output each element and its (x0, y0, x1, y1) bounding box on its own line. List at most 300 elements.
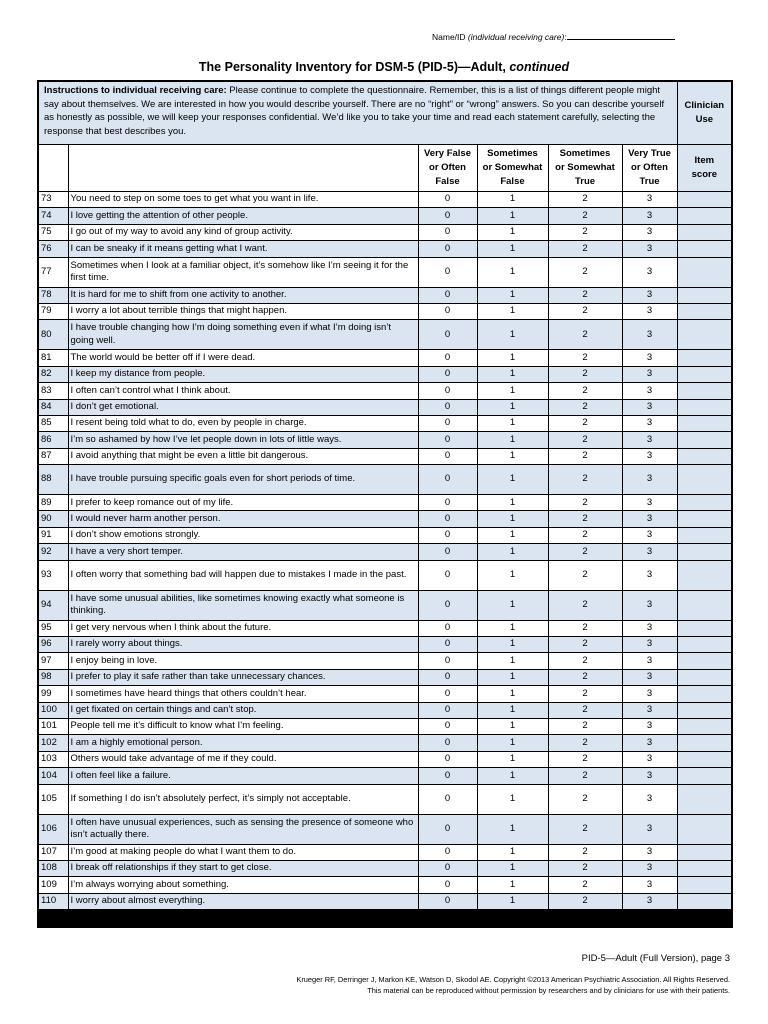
response-option-very-true[interactable]: 3 (622, 620, 677, 636)
response-option-very-false[interactable]: 0 (418, 241, 477, 257)
item-number: 98 (38, 669, 68, 685)
item-number: 76 (38, 241, 68, 257)
item-score-cell[interactable] (677, 192, 732, 208)
response-option-very-true[interactable]: 3 (622, 653, 677, 669)
item-text: If something I do isn’t absolutely perfect, it’s simply not acceptable. (68, 784, 418, 814)
item-score-cell[interactable] (677, 702, 732, 718)
table-row (38, 350, 732, 366)
item-text: I am a highly emotional person. (68, 735, 418, 751)
response-option-very-true[interactable]: 3 (622, 192, 677, 208)
item-number: 81 (38, 350, 68, 366)
item-score-line1: Item (694, 155, 715, 166)
table-row (38, 303, 732, 319)
item-score-cell[interactable] (677, 465, 732, 495)
response-option-very-true[interactable]: 3 (622, 590, 677, 620)
response-option-very-true[interactable]: 3 (622, 686, 677, 702)
item-text: I keep my distance from people. (68, 366, 418, 382)
response-option-very-true[interactable]: 3 (622, 366, 677, 382)
response-option-very-false[interactable]: 0 (418, 893, 477, 909)
response-option-very-false[interactable]: 0 (418, 560, 477, 590)
item-number: 109 (38, 877, 68, 893)
item-number: 83 (38, 383, 68, 399)
response-option-very-false[interactable]: 0 (418, 527, 477, 543)
table-row (38, 287, 732, 303)
col0-l3: False (435, 176, 460, 187)
response-option-somewhat-true[interactable]: 2 (548, 544, 622, 560)
response-option-somewhat-false[interactable]: 1 (477, 784, 548, 814)
response-option-somewhat-true[interactable]: 2 (548, 560, 622, 590)
response-option-very-true[interactable]: 3 (622, 860, 677, 876)
response-option-very-false[interactable]: 0 (418, 751, 477, 767)
response-option-very-false[interactable]: 0 (418, 718, 477, 734)
response-option-somewhat-true[interactable]: 2 (548, 527, 622, 543)
response-option-somewhat-false[interactable]: 1 (477, 893, 548, 909)
item-text: I prefer to play it safe rather than take unnecessary chances. (68, 669, 418, 685)
table-row (38, 383, 732, 399)
table-row (38, 241, 732, 257)
response-option-somewhat-true[interactable]: 2 (548, 366, 622, 382)
response-option-somewhat-false[interactable]: 1 (477, 303, 548, 319)
response-option-somewhat-false[interactable]: 1 (477, 192, 548, 208)
response-option-very-true[interactable]: 3 (622, 465, 677, 495)
response-option-very-true[interactable]: 3 (622, 527, 677, 543)
response-option-very-false[interactable]: 0 (418, 702, 477, 718)
table-row (38, 224, 732, 240)
table-row (38, 751, 732, 767)
response-option-very-true[interactable]: 3 (622, 287, 677, 303)
response-option-somewhat-false[interactable]: 1 (477, 511, 548, 527)
page-footer-label: PID-5—Adult (Full Version), page 3 (581, 953, 730, 964)
instructions-label: Instructions to individual receiving care: (44, 85, 227, 96)
item-text: I prefer to keep romance out of my life. (68, 495, 418, 511)
col3-l1: Very True (628, 148, 671, 159)
name-id-blank-line[interactable] (567, 30, 675, 40)
item-text: Sometimes when I look at a familiar object, it’s somehow like I’m seeing it for the first time. (68, 257, 418, 287)
instructions-box (38, 81, 677, 145)
item-text: I have trouble changing how I’m doing something even if what I’m doing isn’t going well. (68, 320, 418, 350)
response-option-very-false[interactable]: 0 (418, 653, 477, 669)
item-score-cell[interactable] (677, 877, 732, 893)
response-option-somewhat-true[interactable]: 2 (548, 751, 622, 767)
response-option-very-true[interactable]: 3 (622, 432, 677, 448)
name-id-italic: (individual receiving care) (467, 32, 565, 42)
col0-l2: or Often (429, 162, 466, 173)
response-option-very-true[interactable]: 3 (622, 814, 677, 844)
item-score-cell[interactable] (677, 366, 732, 382)
response-option-somewhat-true[interactable]: 2 (548, 590, 622, 620)
item-number: 96 (38, 637, 68, 653)
table-row (38, 366, 732, 382)
response-option-very-true[interactable]: 3 (622, 702, 677, 718)
item-score-cell[interactable] (677, 860, 732, 876)
response-option-somewhat-false[interactable]: 1 (477, 287, 548, 303)
response-option-somewhat-false[interactable]: 1 (477, 495, 548, 511)
response-option-somewhat-false[interactable]: 1 (477, 751, 548, 767)
response-option-very-true[interactable]: 3 (622, 303, 677, 319)
name-id-colon: : (564, 32, 567, 42)
response-option-somewhat-false[interactable]: 1 (477, 350, 548, 366)
item-text: I have some unusual abilities, like sometimes knowing exactly what someone is thinking. (68, 590, 418, 620)
response-option-very-false[interactable]: 0 (418, 686, 477, 702)
col1-l1: Sometimes (487, 148, 538, 159)
response-option-somewhat-true[interactable]: 2 (548, 495, 622, 511)
item-text: I break off relationships if they start to get close. (68, 860, 418, 876)
table-row (38, 637, 732, 653)
response-option-somewhat-true[interactable]: 2 (548, 287, 622, 303)
response-option-very-true[interactable]: 3 (622, 560, 677, 590)
response-option-very-true[interactable]: 3 (622, 637, 677, 653)
item-score-cell[interactable] (677, 560, 732, 590)
response-option-somewhat-true[interactable]: 2 (548, 814, 622, 844)
item-score-cell[interactable] (677, 448, 732, 464)
response-option-somewhat-false[interactable]: 1 (477, 877, 548, 893)
title-main: The Personality Inventory for DSM-5 (PID-5)—Adult, (198, 60, 510, 74)
response-option-somewhat-true[interactable]: 2 (548, 653, 622, 669)
item-number: 89 (38, 495, 68, 511)
response-option-somewhat-false[interactable]: 1 (477, 448, 548, 464)
item-score-cell[interactable] (677, 495, 732, 511)
item-number: 88 (38, 465, 68, 495)
item-score-cell[interactable] (677, 844, 732, 860)
response-option-somewhat-true[interactable]: 2 (548, 860, 622, 876)
response-option-somewhat-false[interactable]: 1 (477, 735, 548, 751)
item-number: 86 (38, 432, 68, 448)
response-option-somewhat-true[interactable]: 2 (548, 877, 622, 893)
response-option-somewhat-true[interactable]: 2 (548, 399, 622, 415)
col0-l1: Very False (423, 148, 471, 159)
response-option-somewhat-true[interactable]: 2 (548, 702, 622, 718)
response-option-very-false[interactable]: 0 (418, 415, 477, 431)
response-option-very-true[interactable]: 3 (622, 784, 677, 814)
item-score-cell[interactable] (677, 669, 732, 685)
item-score-cell[interactable] (677, 893, 732, 909)
response-option-very-false[interactable]: 0 (418, 399, 477, 415)
response-option-somewhat-false[interactable]: 1 (477, 718, 548, 734)
table-row (38, 192, 732, 208)
item-number: 106 (38, 814, 68, 844)
item-score-cell[interactable] (677, 735, 732, 751)
table-row (38, 784, 732, 814)
item-number: 92 (38, 544, 68, 560)
item-score-cell[interactable] (677, 784, 732, 814)
response-option-somewhat-false[interactable]: 1 (477, 768, 548, 784)
response-option-very-false[interactable]: 0 (418, 257, 477, 287)
response-option-very-false[interactable]: 0 (418, 814, 477, 844)
response-option-somewhat-true[interactable]: 2 (548, 383, 622, 399)
response-option-very-false[interactable]: 0 (418, 784, 477, 814)
instructions-text: Please continue to complete the questionnaire. Remember, this is a list of things different people might say about themselves. We are interested in how you would describe yourself. There are no “right” or “wrong” answers. So you can describe yourself as honestly as possible, we will keep your responses confidential. We’d like you to take your time and read each statement carefully, selecting the response that best describes you. (44, 85, 665, 137)
response-option-somewhat-false[interactable]: 1 (477, 620, 548, 636)
response-option-very-false[interactable]: 0 (418, 860, 477, 876)
response-option-very-true[interactable]: 3 (622, 877, 677, 893)
response-option-very-false[interactable]: 0 (418, 735, 477, 751)
inventory-table (37, 80, 733, 928)
item-text: I often feel like a failure. (68, 768, 418, 784)
item-number: 95 (38, 620, 68, 636)
copyright-text: Krueger RF, Derringer J, Markon KE, Watson D, Skodol AE. Copyright ©2013 American Psychiatric Association. All Rights Reserved. (296, 975, 730, 984)
item-score-cell[interactable] (677, 415, 732, 431)
response-option-very-false[interactable]: 0 (418, 544, 477, 560)
response-option-very-false[interactable]: 0 (418, 208, 477, 224)
item-text: You need to step on some toes to get what you want in life. (68, 192, 418, 208)
response-option-somewhat-true[interactable]: 2 (548, 768, 622, 784)
response-option-somewhat-false[interactable]: 1 (477, 590, 548, 620)
response-option-somewhat-false[interactable]: 1 (477, 257, 548, 287)
response-option-very-true[interactable]: 3 (622, 257, 677, 287)
item-text: I often have unusual experiences, such as sensing the presence of someone who isn’t actually there. (68, 814, 418, 844)
item-score-cell[interactable] (677, 287, 732, 303)
response-option-very-false[interactable]: 0 (418, 511, 477, 527)
response-option-somewhat-true[interactable]: 2 (548, 415, 622, 431)
item-number: 102 (38, 735, 68, 751)
item-number: 110 (38, 893, 68, 909)
table-row (38, 844, 732, 860)
response-option-somewhat-false[interactable]: 1 (477, 366, 548, 382)
item-score-cell[interactable] (677, 350, 732, 366)
response-option-somewhat-false[interactable]: 1 (477, 241, 548, 257)
response-option-somewhat-false[interactable]: 1 (477, 224, 548, 240)
response-option-somewhat-false[interactable]: 1 (477, 637, 548, 653)
table-row (38, 495, 732, 511)
header-blank-text (68, 145, 418, 192)
item-score-cell[interactable] (677, 527, 732, 543)
item-text: I avoid anything that might be even a little bit dangerous. (68, 448, 418, 464)
col-header-somewhat-true (548, 145, 622, 192)
copyright-block (296, 974, 730, 996)
item-number: 107 (38, 844, 68, 860)
response-option-very-false[interactable]: 0 (418, 303, 477, 319)
item-score-cell[interactable] (677, 768, 732, 784)
response-option-very-false[interactable]: 0 (418, 590, 477, 620)
response-option-very-true[interactable]: 3 (622, 208, 677, 224)
response-option-somewhat-true[interactable]: 2 (548, 637, 622, 653)
item-number: 73 (38, 192, 68, 208)
clinician-use-line1: Clinician (684, 100, 725, 111)
response-option-very-false[interactable]: 0 (418, 350, 477, 366)
page-title (0, 60, 768, 74)
response-option-very-false[interactable]: 0 (418, 432, 477, 448)
response-option-very-false[interactable]: 0 (418, 844, 477, 860)
item-score-cell[interactable] (677, 241, 732, 257)
item-text: I can be sneaky if it means getting what I want. (68, 241, 418, 257)
response-option-very-true[interactable]: 3 (622, 399, 677, 415)
response-option-somewhat-true[interactable]: 2 (548, 465, 622, 495)
item-score-cell[interactable] (677, 257, 732, 287)
item-number: 75 (38, 224, 68, 240)
table-row (38, 893, 732, 909)
response-option-somewhat-false[interactable]: 1 (477, 527, 548, 543)
table-row (38, 544, 732, 560)
response-option-somewhat-true[interactable]: 2 (548, 844, 622, 860)
table-row (38, 432, 732, 448)
name-id-field (432, 30, 675, 42)
response-option-somewhat-false[interactable]: 1 (477, 432, 548, 448)
response-option-somewhat-false[interactable]: 1 (477, 383, 548, 399)
item-score-cell[interactable] (677, 320, 732, 350)
item-score-cell[interactable] (677, 544, 732, 560)
response-option-somewhat-false[interactable]: 1 (477, 399, 548, 415)
response-option-somewhat-false[interactable]: 1 (477, 544, 548, 560)
response-option-very-false[interactable]: 0 (418, 287, 477, 303)
response-option-somewhat-false[interactable]: 1 (477, 208, 548, 224)
item-text: I don’t show emotions strongly. (68, 527, 418, 543)
item-text: I resent being told what to do, even by people in charge. (68, 415, 418, 431)
table-row (38, 653, 732, 669)
response-option-very-false[interactable]: 0 (418, 224, 477, 240)
response-option-somewhat-true[interactable]: 2 (548, 303, 622, 319)
response-option-somewhat-false[interactable]: 1 (477, 814, 548, 844)
item-score-cell[interactable] (677, 814, 732, 844)
response-option-very-true[interactable]: 3 (622, 224, 677, 240)
item-score-cell[interactable] (677, 620, 732, 636)
table-row (38, 465, 732, 495)
item-score-cell[interactable] (677, 399, 732, 415)
item-number: 77 (38, 257, 68, 287)
table-row (38, 257, 732, 287)
item-text: People tell me it’s difficult to know what I’m feeling. (68, 718, 418, 734)
item-text: I love getting the attention of other people. (68, 208, 418, 224)
response-option-somewhat-false[interactable]: 1 (477, 669, 548, 685)
response-option-somewhat-true[interactable]: 2 (548, 511, 622, 527)
item-score-cell[interactable] (677, 303, 732, 319)
col1-l3: False (500, 176, 525, 187)
col3-l2: or Often (631, 162, 668, 173)
item-text: I enjoy being in love. (68, 653, 418, 669)
table-row (38, 620, 732, 636)
item-score-cell[interactable] (677, 208, 732, 224)
item-text: I have a very short temper. (68, 544, 418, 560)
response-option-somewhat-false[interactable]: 1 (477, 415, 548, 431)
response-option-very-false[interactable]: 0 (418, 465, 477, 495)
table-row (38, 320, 732, 350)
response-option-very-true[interactable]: 3 (622, 241, 677, 257)
permission-text: This material can be reproduced without permission by researchers and by clinicians for use with their patients. (367, 986, 730, 995)
response-option-somewhat-true[interactable]: 2 (548, 735, 622, 751)
response-option-very-true[interactable]: 3 (622, 320, 677, 350)
response-option-somewhat-true[interactable]: 2 (548, 224, 622, 240)
response-option-very-false[interactable]: 0 (418, 669, 477, 685)
response-option-very-true[interactable]: 3 (622, 495, 677, 511)
item-score-cell[interactable] (677, 383, 732, 399)
item-number: 90 (38, 511, 68, 527)
response-option-very-true[interactable]: 3 (622, 735, 677, 751)
response-option-very-false[interactable]: 0 (418, 320, 477, 350)
response-option-very-false[interactable]: 0 (418, 620, 477, 636)
response-option-somewhat-false[interactable]: 1 (477, 686, 548, 702)
response-option-somewhat-true[interactable]: 2 (548, 784, 622, 814)
response-option-very-false[interactable]: 0 (418, 877, 477, 893)
item-number: 82 (38, 366, 68, 382)
item-score-cell[interactable] (677, 653, 732, 669)
response-option-somewhat-true[interactable]: 2 (548, 893, 622, 909)
table-bottom-bar (38, 910, 732, 928)
response-option-very-true[interactable]: 3 (622, 511, 677, 527)
response-option-very-true[interactable]: 3 (622, 544, 677, 560)
response-option-somewhat-false[interactable]: 1 (477, 653, 548, 669)
response-option-somewhat-false[interactable]: 1 (477, 844, 548, 860)
response-option-very-true[interactable]: 3 (622, 448, 677, 464)
response-option-somewhat-true[interactable]: 2 (548, 192, 622, 208)
response-option-very-true[interactable]: 3 (622, 415, 677, 431)
response-option-very-true[interactable]: 3 (622, 751, 677, 767)
col3-l3: True (639, 176, 660, 187)
response-option-somewhat-true[interactable]: 2 (548, 350, 622, 366)
col2-l3: True (574, 176, 596, 187)
response-option-very-false[interactable]: 0 (418, 192, 477, 208)
item-text: I’m good at making people do what I want them to do. (68, 844, 418, 860)
table-row (38, 590, 732, 620)
response-option-very-false[interactable]: 0 (418, 448, 477, 464)
item-number: 78 (38, 287, 68, 303)
item-number: 101 (38, 718, 68, 734)
response-option-somewhat-true[interactable]: 2 (548, 320, 622, 350)
item-score-cell[interactable] (677, 718, 732, 734)
response-option-somewhat-false[interactable]: 1 (477, 320, 548, 350)
response-option-somewhat-true[interactable]: 2 (548, 208, 622, 224)
response-option-very-true[interactable]: 3 (622, 350, 677, 366)
item-text: I often worry that something bad will happen due to mistakes I made in the past. (68, 560, 418, 590)
item-score-cell[interactable] (677, 751, 732, 767)
col2-l1: Sometimes (559, 148, 611, 159)
response-option-somewhat-true[interactable]: 2 (548, 257, 622, 287)
table-row (38, 669, 732, 685)
item-score-cell[interactable] (677, 590, 732, 620)
item-text: I would never harm another person. (68, 511, 418, 527)
response-option-somewhat-true[interactable]: 2 (548, 241, 622, 257)
response-option-somewhat-false[interactable]: 1 (477, 560, 548, 590)
item-text: I don’t get emotional. (68, 399, 418, 415)
item-number: 79 (38, 303, 68, 319)
response-option-somewhat-false[interactable]: 1 (477, 702, 548, 718)
item-text: I get very nervous when I think about the future. (68, 620, 418, 636)
response-option-somewhat-false[interactable]: 1 (477, 465, 548, 495)
response-option-very-false[interactable]: 0 (418, 366, 477, 382)
response-option-very-true[interactable]: 3 (622, 718, 677, 734)
response-option-somewhat-true[interactable]: 2 (548, 448, 622, 464)
response-option-very-false[interactable]: 0 (418, 637, 477, 653)
response-option-very-true[interactable]: 3 (622, 669, 677, 685)
item-score-cell[interactable] (677, 432, 732, 448)
response-option-very-true[interactable]: 3 (622, 893, 677, 909)
response-option-very-false[interactable]: 0 (418, 768, 477, 784)
item-score-line2: score (691, 169, 717, 180)
response-option-somewhat-true[interactable]: 2 (548, 686, 622, 702)
table-row (38, 877, 732, 893)
response-option-somewhat-true[interactable]: 2 (548, 432, 622, 448)
item-number: 80 (38, 320, 68, 350)
item-text: I’m always worrying about something. (68, 877, 418, 893)
item-number: 104 (38, 768, 68, 784)
item-text: I have trouble pursuing specific goals even for short periods of time. (68, 465, 418, 495)
response-option-very-true[interactable]: 3 (622, 768, 677, 784)
item-text: It is hard for me to shift from one activity to another. (68, 287, 418, 303)
item-score-cell[interactable] (677, 686, 732, 702)
response-option-somewhat-true[interactable]: 2 (548, 718, 622, 734)
item-score-cell[interactable] (677, 511, 732, 527)
response-option-very-true[interactable]: 3 (622, 844, 677, 860)
response-option-very-true[interactable]: 3 (622, 383, 677, 399)
item-score-cell[interactable] (677, 224, 732, 240)
item-score-cell[interactable] (677, 637, 732, 653)
response-option-somewhat-true[interactable]: 2 (548, 669, 622, 685)
response-option-very-false[interactable]: 0 (418, 383, 477, 399)
response-option-somewhat-true[interactable]: 2 (548, 620, 622, 636)
col-header-very-false (418, 145, 477, 192)
item-number: 105 (38, 784, 68, 814)
response-option-somewhat-false[interactable]: 1 (477, 860, 548, 876)
item-number: 91 (38, 527, 68, 543)
response-option-very-false[interactable]: 0 (418, 495, 477, 511)
